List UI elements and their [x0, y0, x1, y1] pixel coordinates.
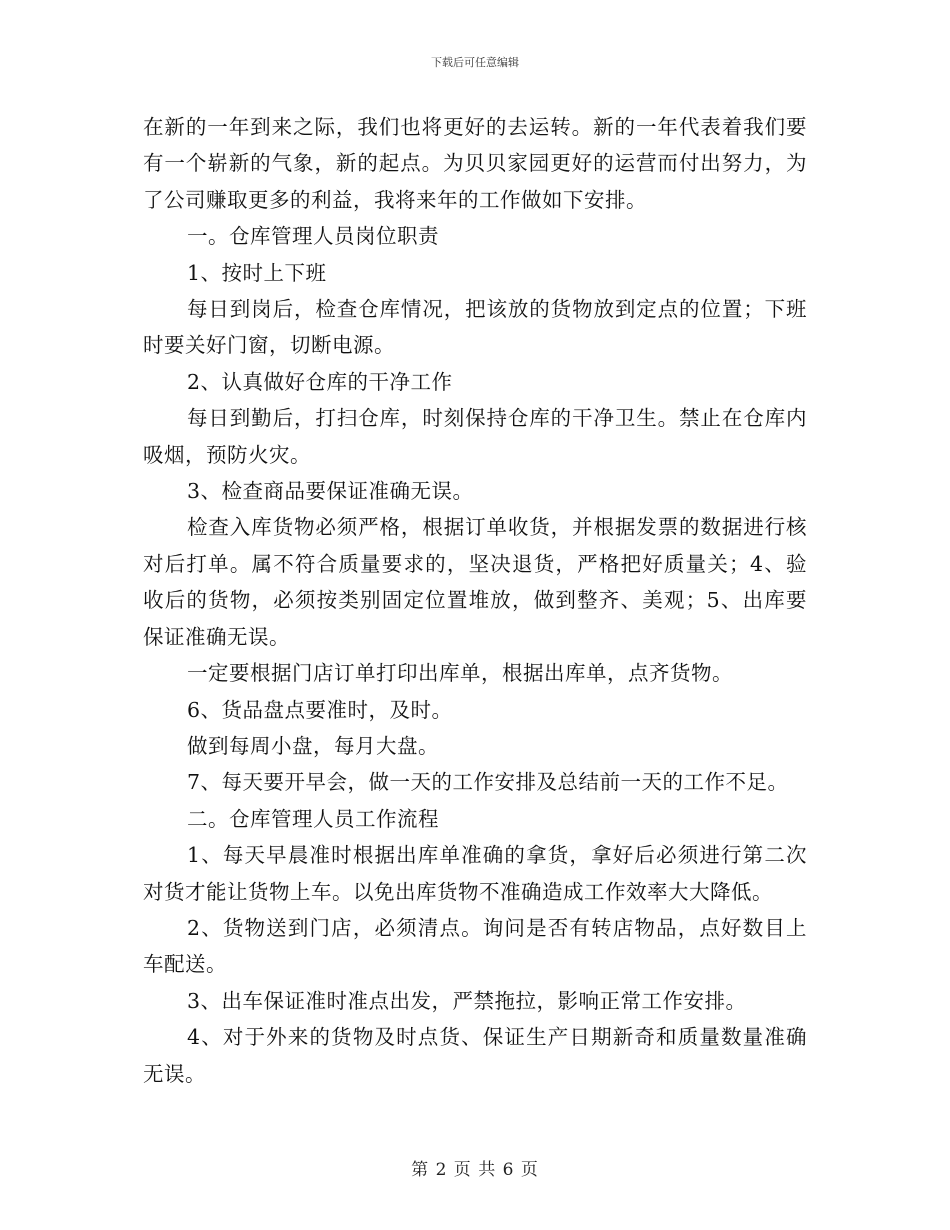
paragraph-2: 每日到勤后，打扫仓库，时刻保持仓库的干净卫生。禁止在仓库内吸烟，预防火灾。 — [143, 406, 807, 467]
item-heading-7: 7、每天要开早会，做一天的工作安排及总结前一天的工作不足。 — [187, 770, 789, 795]
item-heading-3: 3、检查商品要保证准确无误。 — [187, 479, 474, 504]
section-heading-duties: 一。仓库管理人员岗位职责 — [187, 224, 439, 249]
item-heading-2: 2、认真做好仓库的干净工作 — [187, 369, 453, 394]
paragraph-5: 做到每周小盘，每月大盘。 — [187, 733, 439, 758]
workflow-item-4: 4、对于外来的货物及时点货、保证生产日期新奇和质量数量准确无误。 — [143, 1025, 807, 1086]
paragraph-1: 每日到岗后，检查仓库情况，把该放的货物放到定点的位置；下班时要关好门窗，切断电源。 — [143, 297, 807, 358]
document-body — [143, 109, 807, 1092]
paragraph-4: 一定要根据门店订单打印出库单，根据出库单，点齐货物。 — [187, 661, 733, 686]
workflow-item-2: 2、货物送到门店，必须清点。询问是否有转店物品，点好数目上车配送。 — [143, 915, 807, 977]
section-heading-workflow: 二。仓库管理人员工作流程 — [187, 806, 439, 831]
paragraph-3: 检查入库货物必须严格，根据订单收货，并根据发票的数据进行核对后打单。属不符合质量要求的，坚决退货，严格把好质量关；4、验收后的货物，必须按类别固定位置堆放，做到整齐、美观；5、出库要保证准确无误。 — [143, 515, 807, 649]
page-number-footer: 第 2 页 共 6 页 — [411, 1160, 539, 1180]
page-header-note: 下载后可任意编辑 — [431, 56, 519, 69]
item-heading-1: 1、按时上下班 — [187, 260, 327, 285]
item-heading-6: 6、货品盘点要准时，及时。 — [187, 697, 453, 722]
paragraph-intro: 在新的一年到来之际，我们也将更好的去运转。新的一年代表着我们要有一个崭新的气象，新的起点。为贝贝家园更好的运营而付出努力，为了公司赚取更多的利益，我将来年的工作做如下安排。 — [143, 115, 807, 212]
workflow-item-1: 1、每天早晨准时根据出库单准确的拿货，拿好后必须进行第二次对货才能让货物上车。以免出库货物不准确造成工作效率大大降低。 — [143, 843, 807, 904]
workflow-item-3: 3、出车保证准时准点出发，严禁拖拉，影响正常工作安排。 — [187, 988, 747, 1013]
